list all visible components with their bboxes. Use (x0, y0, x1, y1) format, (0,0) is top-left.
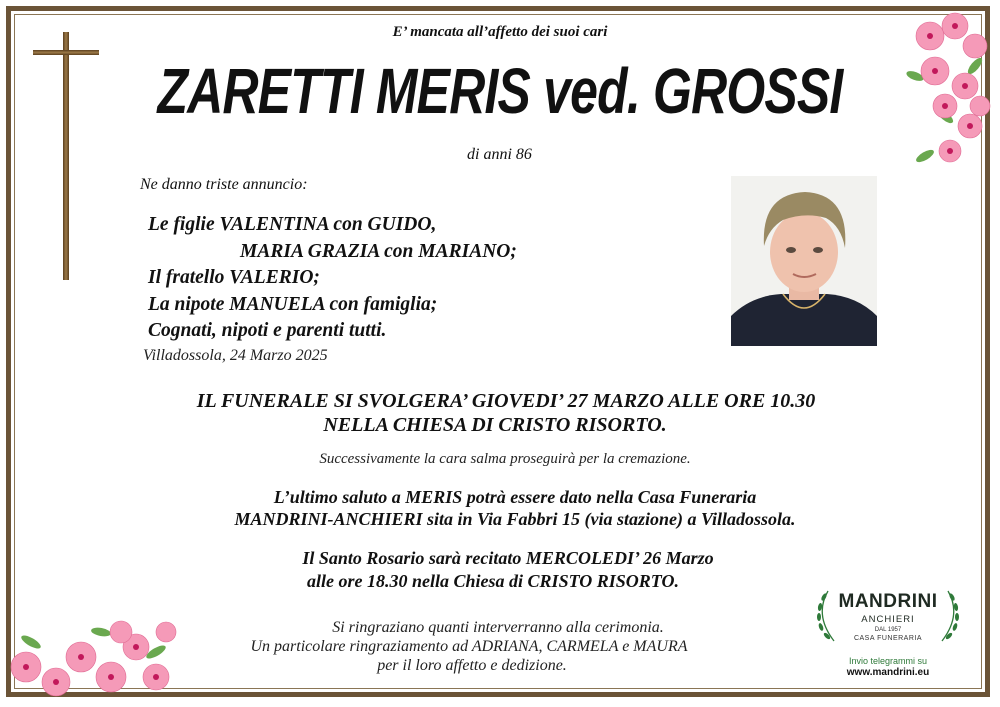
announcement-label: Ne danno triste annuncio: (140, 176, 308, 193)
intro-text: E’ mancata all’affetto dei suoi cari (392, 24, 608, 40)
thanks-line-1: Si ringraziano quanti interverranno alla cerimonia. (332, 619, 664, 636)
thanks-line-2: Un particolare ringraziamento ad ADRIANA, CARMELA e MAURA (250, 638, 688, 655)
farewell-line-1: L’ultimo saluto a MERIS potrà essere dato nella Casa Funeraria (273, 487, 757, 507)
deceased-photo (731, 176, 877, 346)
funeral-line-1: IL FUNERALE SI SVOLGERA’ GIOVEDI’ 27 MARZO ALLE ORE 10.30 (196, 390, 816, 412)
family-line-1: Le figlie VALENTINA con GUIDO, (148, 214, 437, 235)
logo-since: DAL 1957 (874, 627, 902, 633)
family-line-3: Il fratello VALERIO; (148, 267, 320, 288)
logo-sub: ANCHIERI (861, 614, 915, 625)
deceased-name-wrap (0, 54, 1000, 128)
rosary-line-2: alle ore 18.30 nella Chiesa di CRISTO RISORTO. (307, 571, 679, 591)
logo-type: CASA FUNERARIA (853, 635, 923, 642)
deceased-name: ZARETTI MERIS ved. GROSSI (157, 55, 843, 127)
funeral-line-2: NELLA CHIESA DI CRISTO RISORTO. (323, 414, 667, 436)
place-date: Villadossola, 24 Marzo 2025 (143, 347, 328, 364)
farewell-line-2: MANDRINI-ANCHIERI sita in Via Fabbri 15 (via stazione) a Villadossola. (234, 509, 796, 529)
age-text: di anni 86 (467, 146, 532, 163)
rosary-line-1: Il Santo Rosario sarà recitato MERCOLEDI’ 26 Marzo (302, 548, 714, 568)
cremation-text: Successivamente la cara salma proseguirà per la cremazione. (319, 451, 691, 467)
funeral-home-logo (810, 583, 966, 683)
family-line-5: Cognati, nipoti e parenti tutti. (148, 320, 387, 341)
logo-website[interactable]: www.mandrini.eu (846, 667, 930, 678)
thanks-line-3: per il loro affetto e dedizione. (377, 657, 567, 674)
family-line-2: MARIA GRAZIA con MARIANO; (240, 240, 517, 262)
logo-brand: MANDRINI (838, 591, 938, 612)
family-line-4: La nipote MANUELA con famiglia; (148, 293, 438, 315)
logo-invite: Invio telegrammi su (848, 656, 928, 666)
